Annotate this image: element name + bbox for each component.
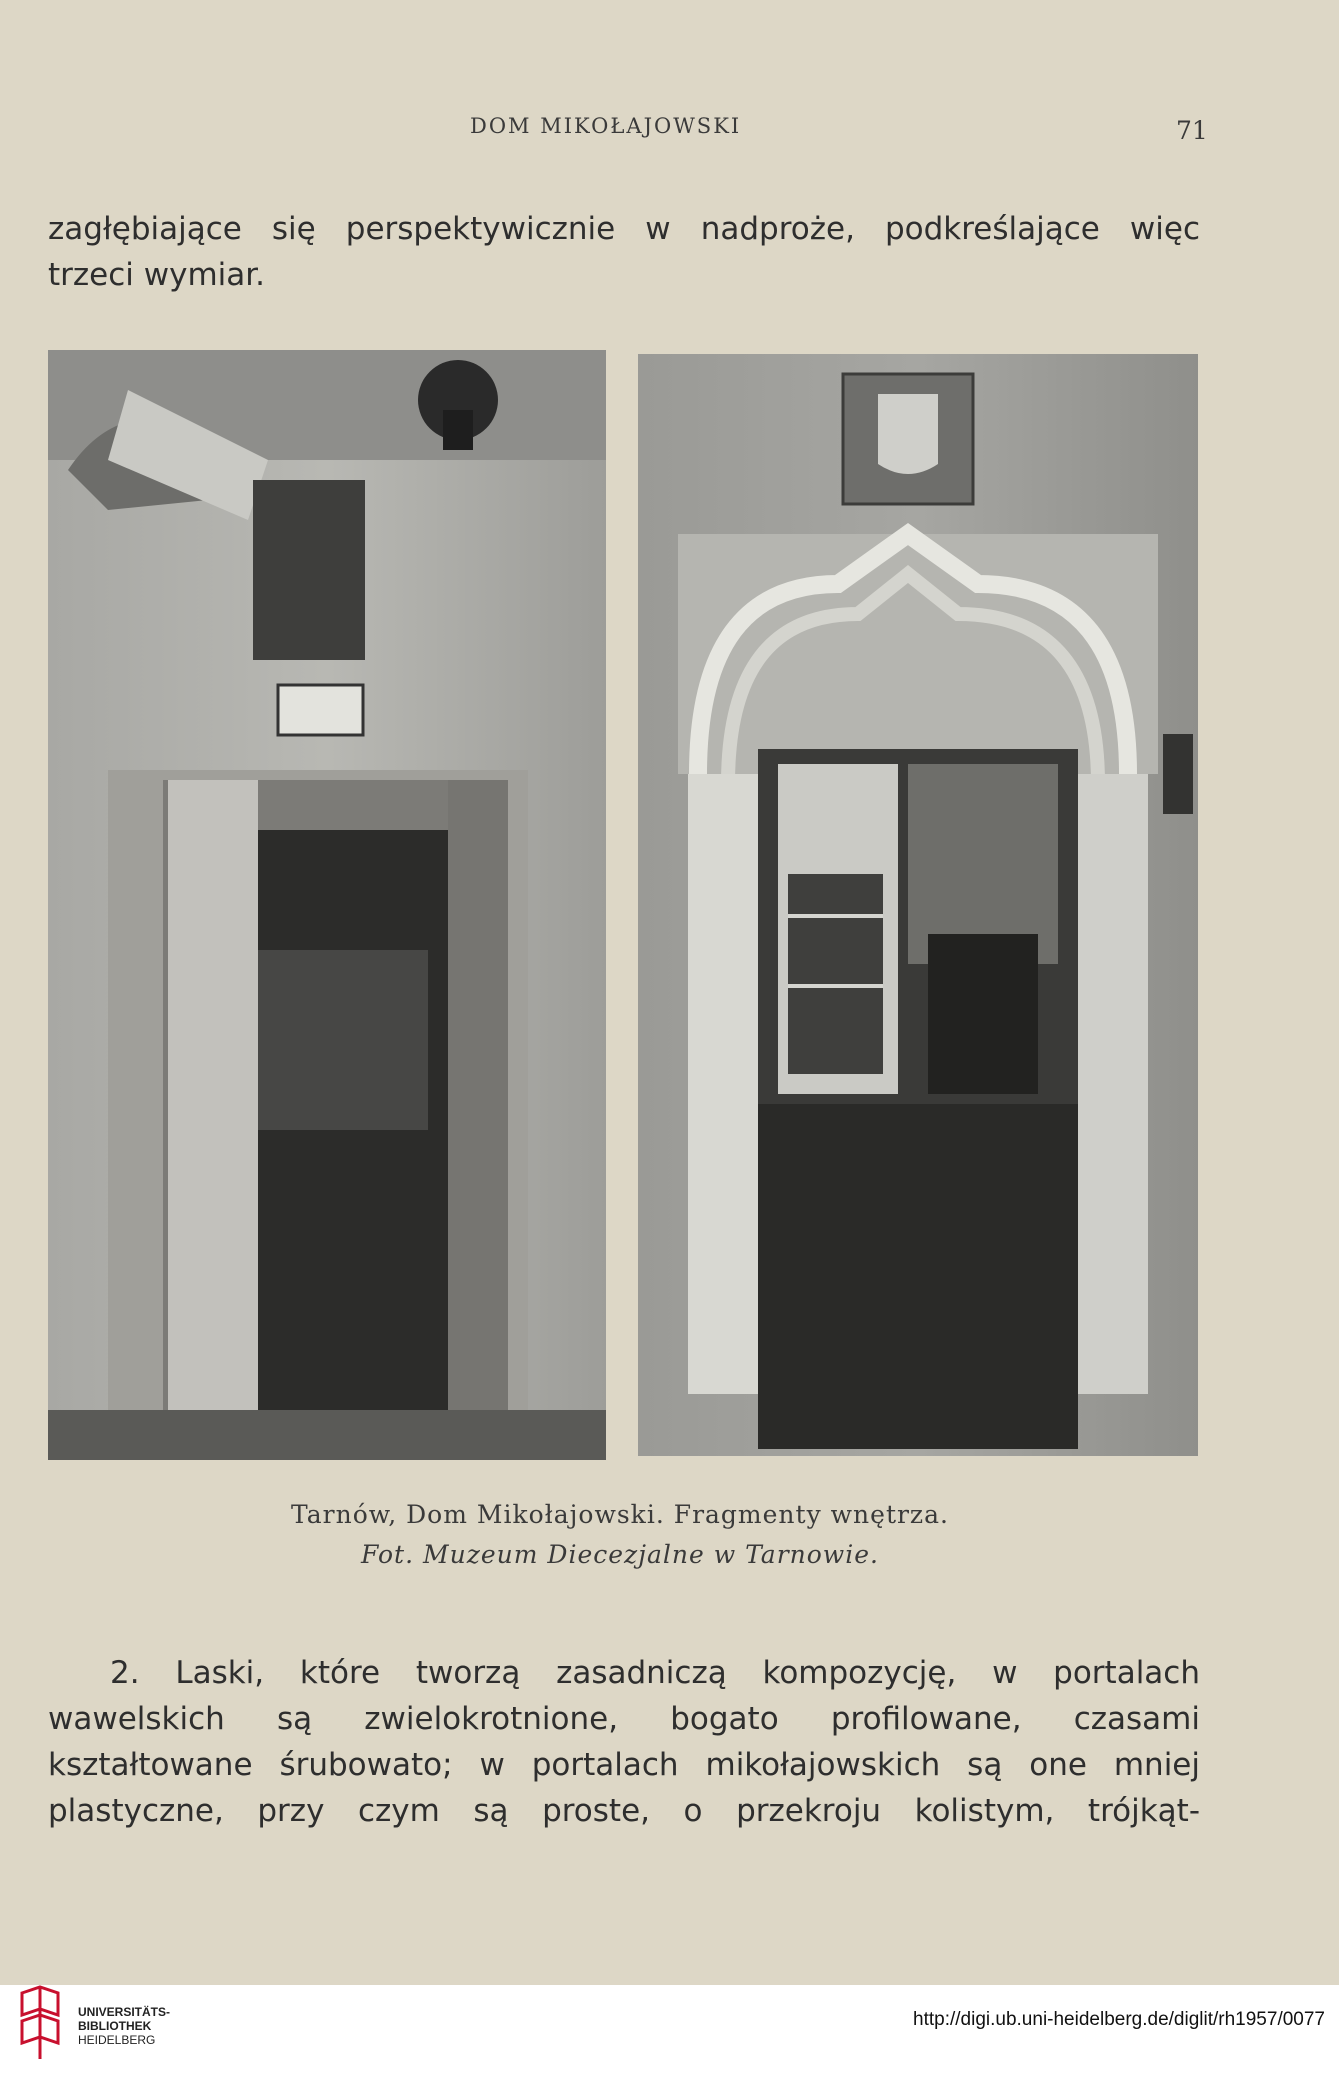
- body-paragraph: [48, 1650, 1200, 1834]
- library-name: [78, 2005, 170, 2047]
- source-url-link[interactable]: http://digi.ub.uni-heidelberg.de/diglit/rh1957/0077: [913, 2009, 1325, 2030]
- top-paragraph: [48, 206, 1200, 298]
- text-line: zagłębiające się perspektywicznie w nadproże, podkreślające więc: [48, 211, 1200, 247]
- figure-caption: Tarnów, Dom Mikołajowski. Fragmenty wnętrza.: [291, 1500, 949, 1529]
- page-number: 71: [1176, 116, 1208, 145]
- text-line: kształtowane śrubowato; w portalach mikołajowskich są one mniej: [48, 1747, 1200, 1783]
- library-name-line: HEIDELBERG: [78, 2033, 156, 2047]
- text-line: wawelskich są zwielokrotnione, bogato profilowane, czasami: [48, 1701, 1200, 1737]
- library-name-line: BIBLIOTHEK: [78, 2019, 152, 2033]
- text-line: 2. Laski, które tworzą zasadniczą kompozycję, w portalach: [110, 1655, 1200, 1691]
- photo-doorway-left: [48, 350, 606, 1460]
- digitization-footer: [0, 1985, 1339, 2078]
- library-name-line: UNIVERSITÄTS-: [78, 2005, 171, 2019]
- photo-credit: Fot. Muzeum Diecezjalne w Tarnowie.: [361, 1540, 879, 1569]
- text-line: plastyczne, przy czym są proste, o przekroju kolistym, trójkąt-: [48, 1793, 1200, 1829]
- photo-doorway-right: [638, 354, 1198, 1456]
- text-line: trzeci wymiar.: [48, 257, 266, 293]
- running-title: DOM MIKOŁAJOWSKI: [470, 114, 742, 138]
- library-logo-icon: [18, 1985, 62, 2061]
